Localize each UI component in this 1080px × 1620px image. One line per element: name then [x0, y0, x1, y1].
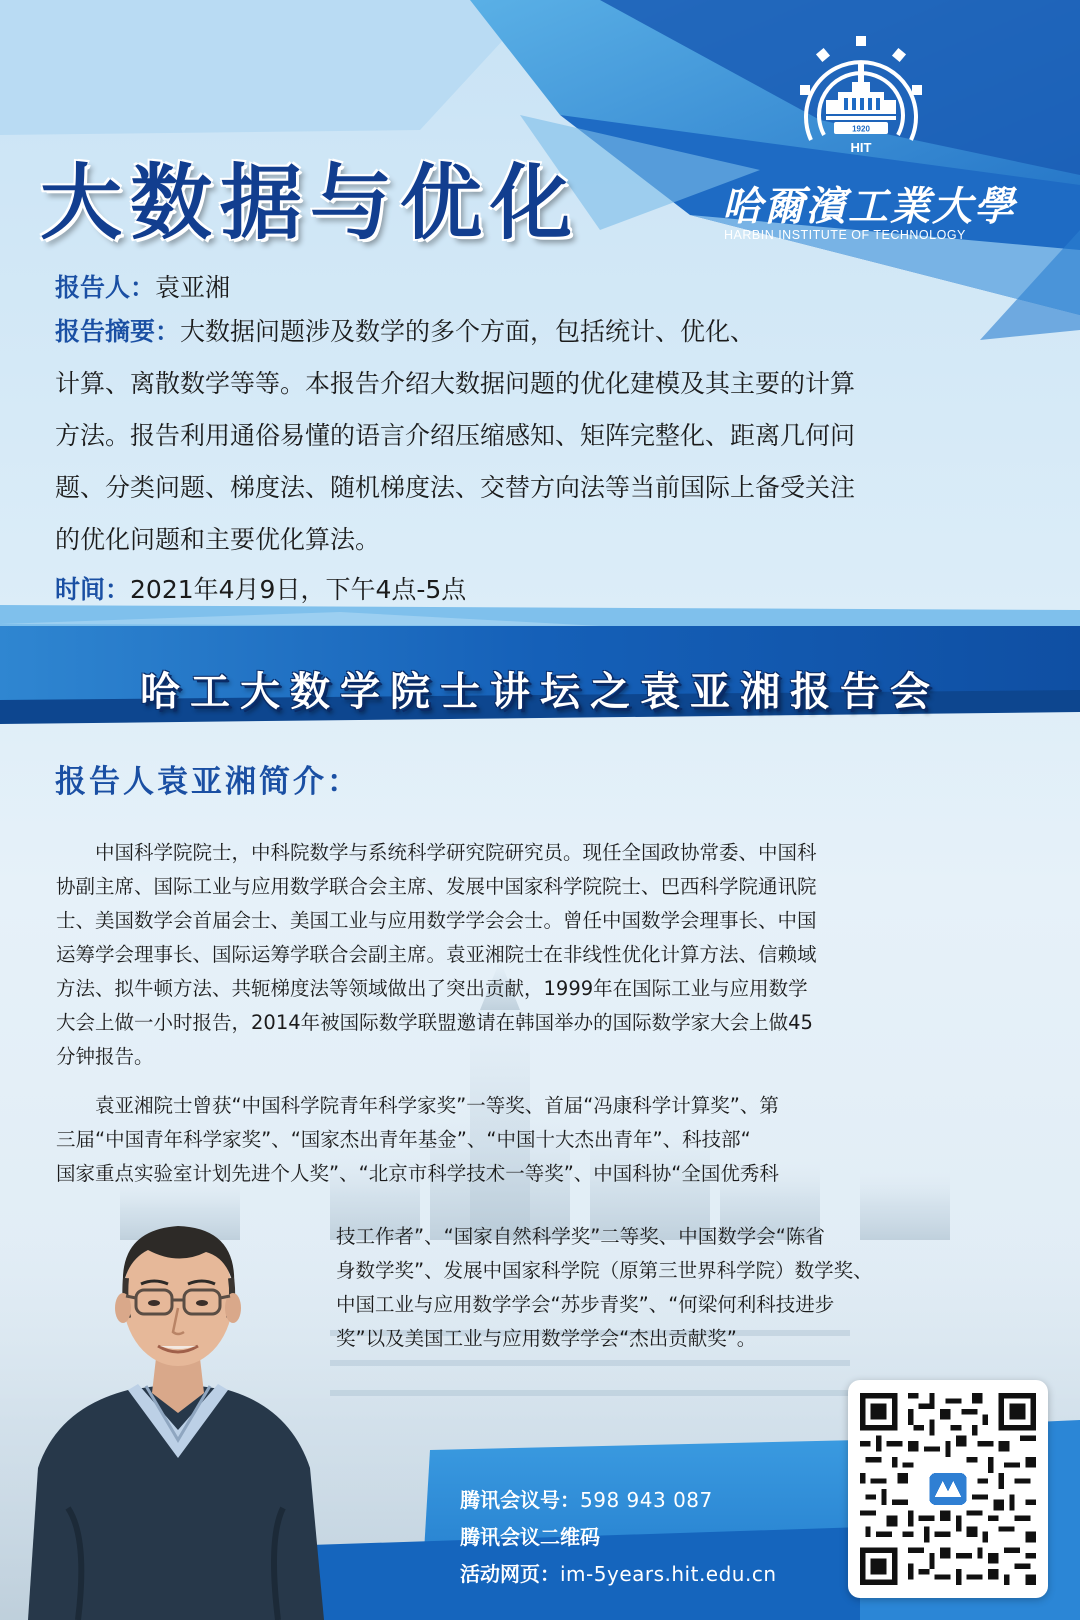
qr-code-icon: [860, 1392, 1036, 1586]
qr-code-card[interactable]: [848, 1380, 1048, 1598]
meeting-id-label: 腾讯会议号：: [460, 1488, 580, 1512]
abstract-line: 方法。报告利用通俗易懂的语言介绍压缩感知、矩阵完整化、距离几何问: [55, 421, 856, 450]
abstract-block: [55, 306, 1055, 566]
poster-title: 大数据与优化: [40, 156, 581, 251]
bio-paragraph-2: [56, 1089, 779, 1191]
hit-logo-emblem: [786, 30, 936, 160]
bio-line: 奖”以及美国工业与应用数学学会“杰出贡献奖”。: [336, 1327, 757, 1350]
bio-line: 大会上做一小时报告，2014年被国际数学联盟邀请在韩国举办的国际数学家大会上做45: [56, 1011, 813, 1034]
bio-line: 分钟报告。: [56, 1045, 154, 1068]
time-value: 2021年4月9日，下午4点-5点: [130, 575, 467, 604]
abstract-line: 题、分类问题、梯度法、随机梯度法、交替方向法等当前国际上备受关注: [55, 473, 856, 502]
abstract-label: 报告摘要：: [55, 317, 181, 346]
meeting-id-value: 598 943 087: [580, 1488, 713, 1512]
bio-line: 国家重点实验室计划先进个人奖”、“北京市科学技术一等奖”、中国科协“全国优秀科: [56, 1162, 779, 1185]
bio-line: 运筹学会理事长、国际运筹学联合会副主席。袁亚湘院士在非线性优化计算方法、信赖域: [56, 943, 817, 966]
university-name-en: HARBIN INSTITUTE OF TECHNOLOGY: [724, 228, 966, 242]
logo-year: 1920: [852, 124, 870, 134]
bio-line: 方法、拟牛顿方法、共轭梯度法等领域做出了突出贡献，1999年在国际工业与应用数学: [56, 977, 808, 1000]
bio-line: 身数学奖”、发展中国家科学院（原第三世界科学院）数学奖、: [336, 1259, 873, 1282]
abstract-line: 报告摘要：大数据问题涉及数学的多个方面，包括统计、优化、: [55, 317, 756, 346]
abstract-line: 计算、离散数学等等。本报告介绍大数据问题的优化建模及其主要的计算: [55, 369, 856, 398]
abstract-line: 的优化问题和主要优化算法。: [55, 525, 381, 554]
web-link[interactable]: im-5years.hit.edu.cn: [560, 1562, 777, 1586]
event-banner: 哈工大数学院士讲坛之袁亚湘报告会: [140, 669, 940, 715]
web-row: [460, 1556, 777, 1593]
logo-abbr: HIT: [850, 140, 872, 155]
bio-line: 技工作者”、“国家自然科学奖”二等奖、中国数学会“陈省: [336, 1225, 825, 1248]
bio-line: 协副主席、国际工业与应用数学联合会主席、发展中国家科学院院士、巴西科学院通讯院: [56, 875, 817, 898]
bio-line: 袁亚湘院士曾获“中国科学院青年科学家奖”一等奖、首届“冯康科学计算奖”、第: [56, 1094, 779, 1117]
meeting-id-row: [460, 1482, 777, 1519]
speaker-photo: [28, 1208, 328, 1620]
bio-heading: 报告人袁亚湘简介：: [55, 764, 361, 800]
bio-line: 中国工业与应用数学学会“苏步青奖”、“何梁何利科技进步: [336, 1293, 835, 1316]
meeting-qr-label: 腾讯会议二维码: [460, 1525, 600, 1549]
bio-line: 士、美国数学会首届会士、美国工业与应用数学学会会士。曾任中国数学会理事长、中国: [56, 909, 817, 932]
university-name-cn: 哈爾濱工業大學: [722, 183, 1016, 230]
speaker-label: 报告人：: [55, 273, 156, 302]
bio-paragraph-1: [56, 836, 817, 1074]
time-row: [55, 564, 1055, 616]
meeting-info: [460, 1482, 777, 1593]
web-label: 活动网页：: [460, 1562, 560, 1586]
speaker-name: 袁亚湘: [155, 273, 231, 302]
time-label: 时间：: [55, 575, 131, 604]
bio-line: 中国科学院院士，中科院数学与系统科学研究院研究员。现任全国政协常委、中国科: [56, 841, 817, 864]
bio-paragraph-3: [336, 1220, 873, 1356]
bio-line: 三届“中国青年科学家奖”、“国家杰出青年基金”、“中国十大杰出青年”、科技部“: [56, 1128, 751, 1151]
